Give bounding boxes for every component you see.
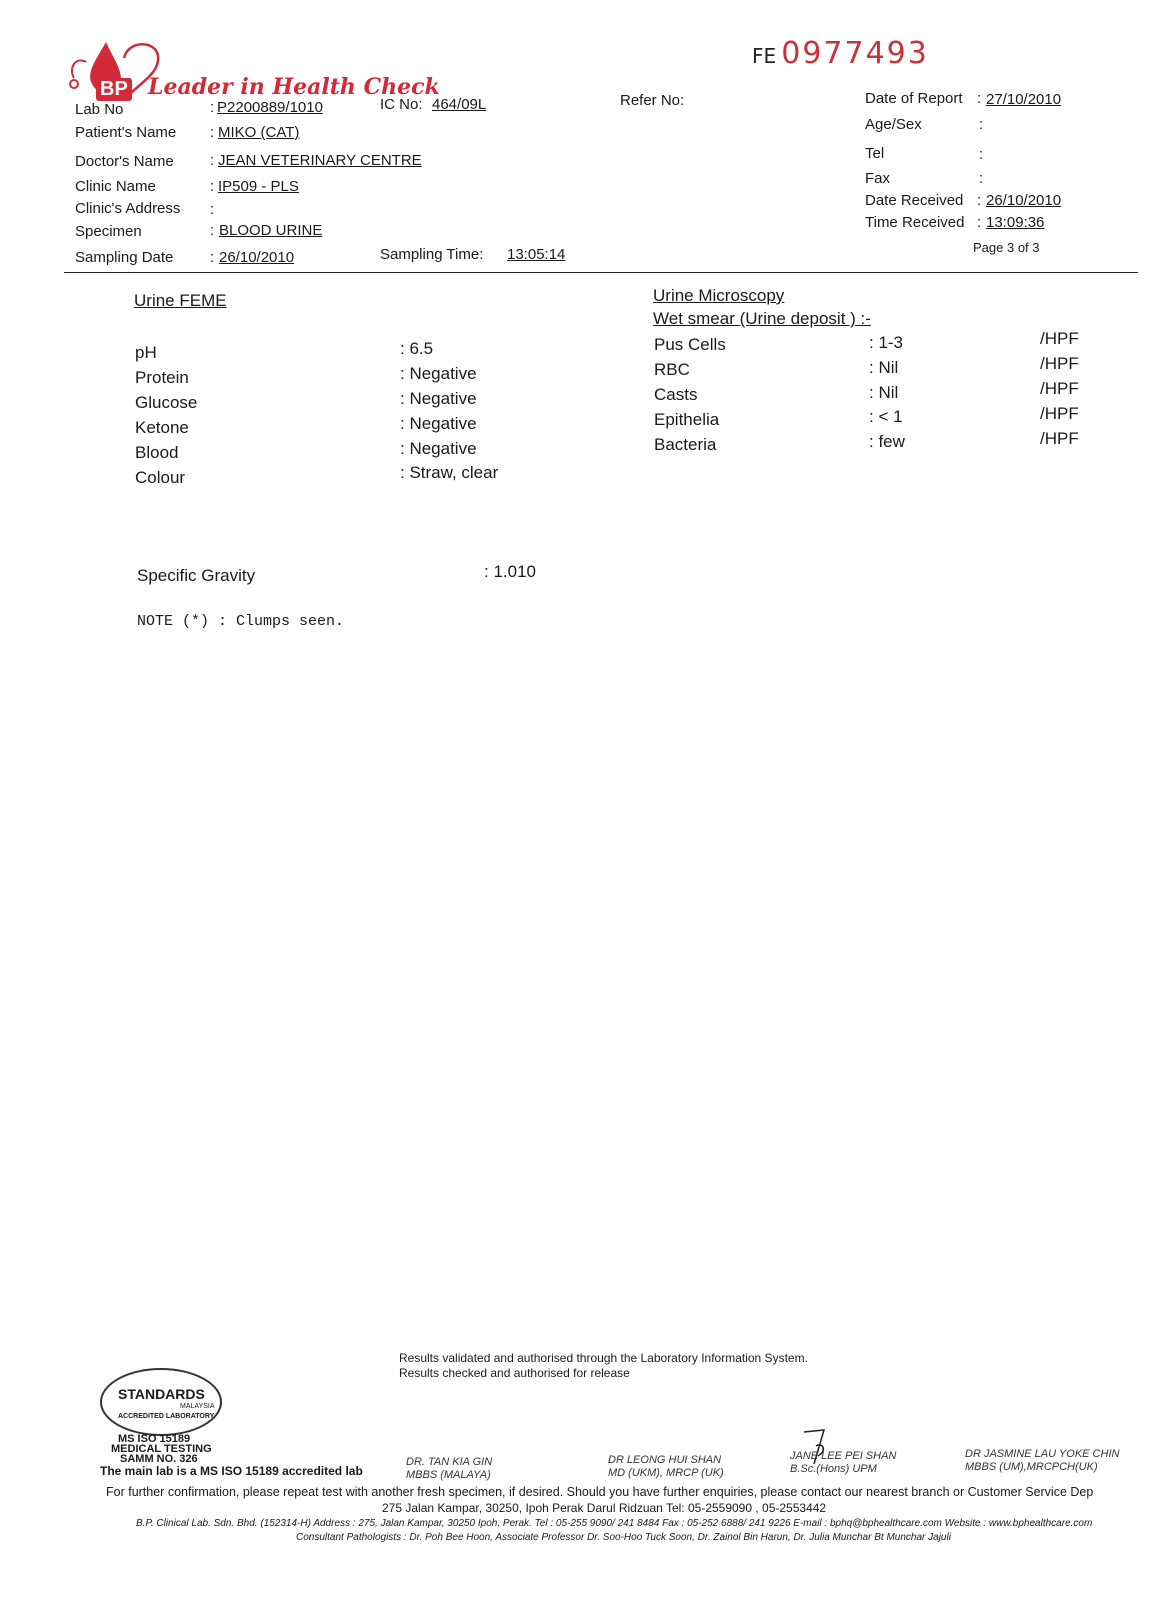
validation-line: Results validated and authorised through the Laboratory Information System. — [399, 1351, 808, 1365]
signature-mark — [800, 1426, 830, 1473]
micro-value: : few — [869, 432, 905, 451]
micro-subtitle: Wet smear (Urine deposit ) :- — [653, 309, 871, 328]
company-line: B.P. Clinical Lab. Sdn. Bhd. (152314-H) Address : 275, Jalan Kampar, 30250 Ipoh, Perak. Tel : 05-255 9090/ 241 8484 Fax : 05-252 6888/ 241 9226 E-mail : bphq@bphealthcare.com Website : www.bphealthcare.com — [136, 1518, 1093, 1529]
age-sex-sep: : — [979, 116, 984, 133]
consultants-line: Consultant Pathologists : Dr. Poh Bee Hoon, Associate Professor Dr. Soo-Hoo Tuck Soon, Dr. Zainol Bin Harun, Dr. Julia Munchar Bt Munchar Jajuli — [296, 1532, 951, 1543]
specimen-sep: : — [210, 222, 215, 239]
clinic-address-sep: : — [210, 201, 215, 218]
micro-value: : Nil — [869, 358, 899, 377]
lab-no-label: Lab No — [75, 101, 124, 118]
patient-name-value: MIKO (CAT) — [218, 124, 300, 141]
micro-unit: /HPF — [1040, 329, 1079, 348]
feme-value: : Negative — [400, 389, 477, 408]
date-received-value: 26/10/2010 — [986, 192, 1062, 209]
fax-label: Fax — [865, 170, 891, 187]
logo-tagline: Leader in Health Check — [148, 74, 440, 100]
specimen-value: BLOOD URINE — [219, 222, 323, 239]
signatory-credentials: B.Sc.(Hons) UPM — [790, 1463, 877, 1475]
feme-name: pH — [135, 343, 157, 362]
sampling-date-label: Sampling Date — [75, 249, 174, 266]
date-received-sep: : — [977, 192, 982, 209]
tel-sep: : — [979, 146, 984, 163]
clinic-name-label: Clinic Name — [75, 178, 156, 195]
signatory-name: DR. TAN KIA GIN — [406, 1456, 493, 1468]
feme-name: Blood — [135, 443, 179, 462]
seal-country: MALAYSIA — [180, 1403, 215, 1410]
signatory-name: DR JASMINE LAU YOKE CHIN — [965, 1448, 1120, 1460]
ic-no-value: 464/09L — [432, 96, 487, 113]
feme-value: : Negative — [400, 414, 477, 433]
sampling-date-sep: : — [210, 249, 215, 266]
micro-value: : 1-3 — [869, 333, 904, 352]
sampling-date-value: 26/10/2010 — [219, 249, 295, 266]
serial-digits: 0977493 — [781, 36, 929, 71]
page-number: Page 3 of 3 — [973, 240, 1040, 255]
date-report-value: 27/10/2010 — [986, 91, 1062, 108]
micro-name: Casts — [654, 385, 698, 404]
refer-no-label: Refer No: — [620, 92, 685, 109]
sampling-time-label: Sampling Time: — [380, 246, 484, 263]
feme-value: : Negative — [400, 364, 477, 383]
clinic-name-value: IP509 - PLS — [218, 178, 299, 195]
date-received-label: Date Received — [865, 192, 964, 209]
date-report-label: Date of Report — [865, 90, 963, 107]
specimen-label: Specimen — [75, 223, 142, 240]
micro-unit: /HPF — [1040, 354, 1079, 373]
signatory-credentials: MD (UKM), MRCP (UK) — [608, 1467, 724, 1479]
time-received-label: Time Received — [865, 214, 965, 231]
signature-icon — [800, 1426, 830, 1468]
feme-name: Protein — [135, 368, 189, 387]
logo-badge: BP — [96, 78, 132, 101]
ic-no-label: IC No: — [380, 96, 423, 113]
signatory-credentials: MBBS (UM),MRCPCH(UK) — [965, 1461, 1098, 1473]
medical-testing-line: MEDICAL TESTING — [111, 1443, 212, 1455]
standards-seal — [100, 1368, 222, 1436]
micro-unit: /HPF — [1040, 404, 1079, 423]
micro-name: RBC — [654, 360, 690, 379]
seal-accredited: ACCREDITED LABORATORY — [118, 1413, 215, 1420]
validation-line: Results checked and authorised for release — [399, 1366, 630, 1380]
patient-name-label: Patient's Name — [75, 124, 177, 141]
header-divider — [64, 272, 1138, 273]
feme-name: Ketone — [135, 418, 189, 437]
clinic-address-label: Clinic's Address — [75, 200, 181, 217]
main-lab-line: The main lab is a MS ISO 15189 accredited lab — [100, 1464, 363, 1478]
time-received-value: 13:09:36 — [986, 214, 1045, 231]
micro-name: Epithelia — [654, 410, 720, 429]
micro-name: Bacteria — [654, 435, 717, 454]
iso-line: MS ISO 15189 — [118, 1433, 191, 1445]
doctor-name-sep: : — [210, 152, 215, 169]
doctor-name-value: JEAN VETERINARY CENTRE — [218, 152, 422, 169]
age-sex-label: Age/Sex — [865, 116, 922, 133]
micro-value: : < 1 — [869, 407, 903, 426]
confirmation-note: For further confirmation, please repeat test with another fresh specimen, if desired. Should you have further enquiries, please contact our nearest branch or Customer Service Dep — [106, 1485, 1094, 1499]
specific-gravity-value: : 1.010 — [484, 562, 536, 581]
doctor-name-label: Doctor's Name — [75, 153, 174, 170]
feme-value: : 6.5 — [400, 339, 434, 358]
signatory-credentials: MBBS (MALAYA) — [406, 1469, 491, 1481]
branch-address: 275 Jalan Kampar, 30250, Ipoh Perak Darul Ridzuan Tel: 05-2559090 , 05-2553442 — [382, 1501, 827, 1515]
feme-title: Urine FEME — [134, 291, 227, 310]
micro-name: Pus Cells — [654, 335, 726, 354]
patient-name-sep: : — [210, 124, 215, 141]
feme-name: Colour — [135, 468, 186, 487]
seal-standards: STANDARDS — [118, 1386, 205, 1402]
date-report-sep: : — [977, 90, 982, 107]
serial-prefix: FE — [752, 44, 777, 68]
micro-title: Urine Microscopy — [653, 286, 785, 305]
note: NOTE (*) : Clumps seen. — [137, 613, 345, 630]
feme-value: : Straw, clear — [400, 463, 499, 482]
specific-gravity-label: Specific Gravity — [137, 566, 256, 585]
micro-unit: /HPF — [1040, 379, 1079, 398]
lab-no-sep: : — [210, 99, 215, 116]
tel-label: Tel — [865, 145, 885, 162]
micro-unit: /HPF — [1040, 429, 1079, 448]
sampling-time-value: 13:05:14 — [507, 246, 566, 263]
time-received-sep: : — [977, 214, 982, 231]
feme-name: Glucose — [135, 393, 198, 412]
micro-value: : Nil — [869, 383, 899, 402]
lab-no-value: P2200889/1010 — [217, 99, 323, 116]
feme-value: : Negative — [400, 439, 477, 458]
clinic-name-sep: : — [210, 178, 215, 195]
fax-sep: : — [979, 170, 984, 187]
serial-number — [752, 36, 929, 71]
signatory-name: JANE LEE PEI SHAN — [790, 1450, 897, 1462]
signatory-name: DR LEONG HUI SHAN — [608, 1454, 722, 1466]
samm-line: SAMM NO. 326 — [120, 1453, 198, 1465]
